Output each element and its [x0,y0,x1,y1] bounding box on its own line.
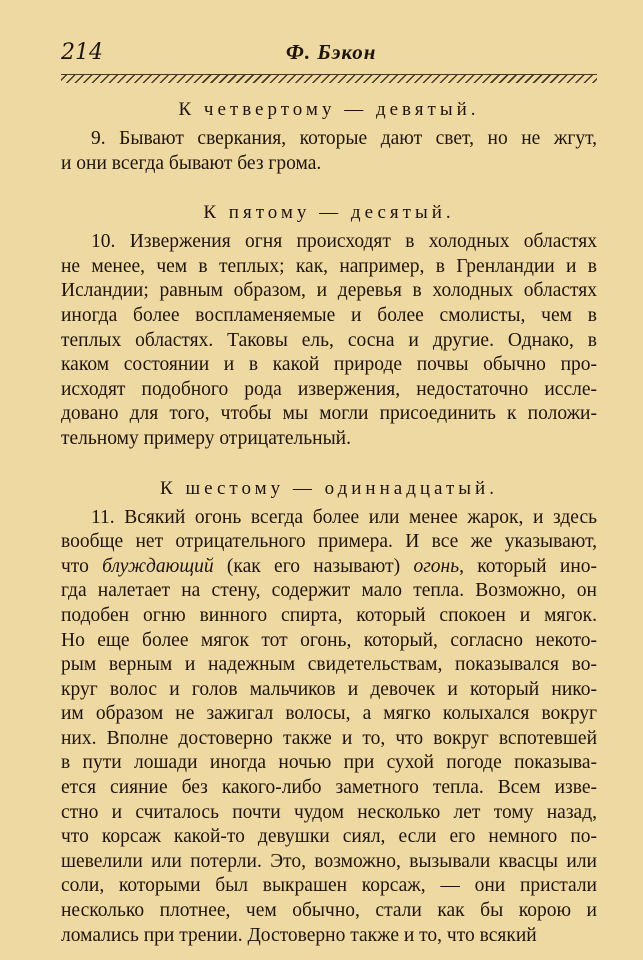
paragraph [61,230,597,451]
text-line: 10. Извержения огня происходят в холодных областях [91,231,597,253]
section-heading: К пятому — десятый. [203,202,455,224]
paragraph [61,506,597,949]
text-line: 9. Бывают сверкания, которые дают свет, но не жгут, [91,128,597,149]
text-line: подобен огню винного спирта, который спокоен и мягок. [61,604,597,626]
text-line: в пути лошади иногда ночью при сухой погоде показыва- [61,752,597,774]
text-line: Исландии; равным образом, и деревья в холодных областях [61,280,597,302]
section-heading: К четвертому — девятый. [178,99,480,120]
text-line: гда налетает на стену, содержит мало тепла. Возможно, он [61,580,597,602]
text-line: исходят подобного рода извержения, недостаточно иссле- [61,378,597,400]
text-line: соли, которыми был выкрашен корсаж, — они пристали [61,875,597,897]
text-line: иногда более воспламеняемые и более смолисты, чем в [61,304,597,326]
text-line: тельному примеру отрицательный. [61,427,351,449]
text-line: довано для того, чтобы мы могли присоединить к положи- [61,403,597,425]
text-line: круг волос и голов мальчиков и девочек и который нико- [61,678,597,700]
text-line: теплых областях. Таковы ель, сосна и другие. Однако, в [61,329,597,351]
running-head: Ф. Бэкон [286,40,377,64]
text-line: ломались при трении. Достоверно также и то, что всякий [61,924,537,946]
header-ornamental-rule [61,74,597,83]
text-line: шевелили или потерли. Это, возможно, вызывали квасцы или [61,850,597,872]
text-line: несколько плотнее, чем обычно, стали как бы корою и [61,900,597,922]
italic-term: блуждающий [102,555,214,577]
italic-term: огонь [413,555,460,577]
text-line: им образом не зажигал волосы, а мягко колыхался вокруг [61,703,597,725]
text-line: стно и считалось почти чудом несколько лет тому назад, [61,801,597,823]
page-number: 214 [61,40,103,65]
text-line: них. Вполне достоверно также и то, что вокруг вспотевшей [61,727,597,749]
text-line: 11. Всякий огонь всегда более или менее жарок, и здесь [91,506,597,528]
text-line: вообще нет отрицательного примера. И все же указывают, [61,531,597,553]
text-line: что корсаж какой-то девушки сиял, если его немного по- [61,826,597,848]
section-heading: К шестому — одиннадцатый. [160,477,498,499]
text-line: ется сияние без какого-либо заметного тепла. Всем изве- [61,777,597,799]
text-line: не менее, чем в теплых; как, например, в Гренландии и в [61,255,597,277]
text-line: каком состоянии и в какой природе почвы обычно про- [61,354,597,376]
paragraph [61,127,597,176]
text-line: рым верным и надежным свидетельствам, показывался во- [61,654,597,676]
text-line: и они всегда бывают без грома. [61,152,322,174]
page-header [61,40,597,70]
body-text [61,99,597,948]
text-line: Но еще более мягок тот огонь, который, согласно некото- [61,629,597,651]
text-line: что блуждающий (как его называют) огонь, который ино- [61,555,597,577]
